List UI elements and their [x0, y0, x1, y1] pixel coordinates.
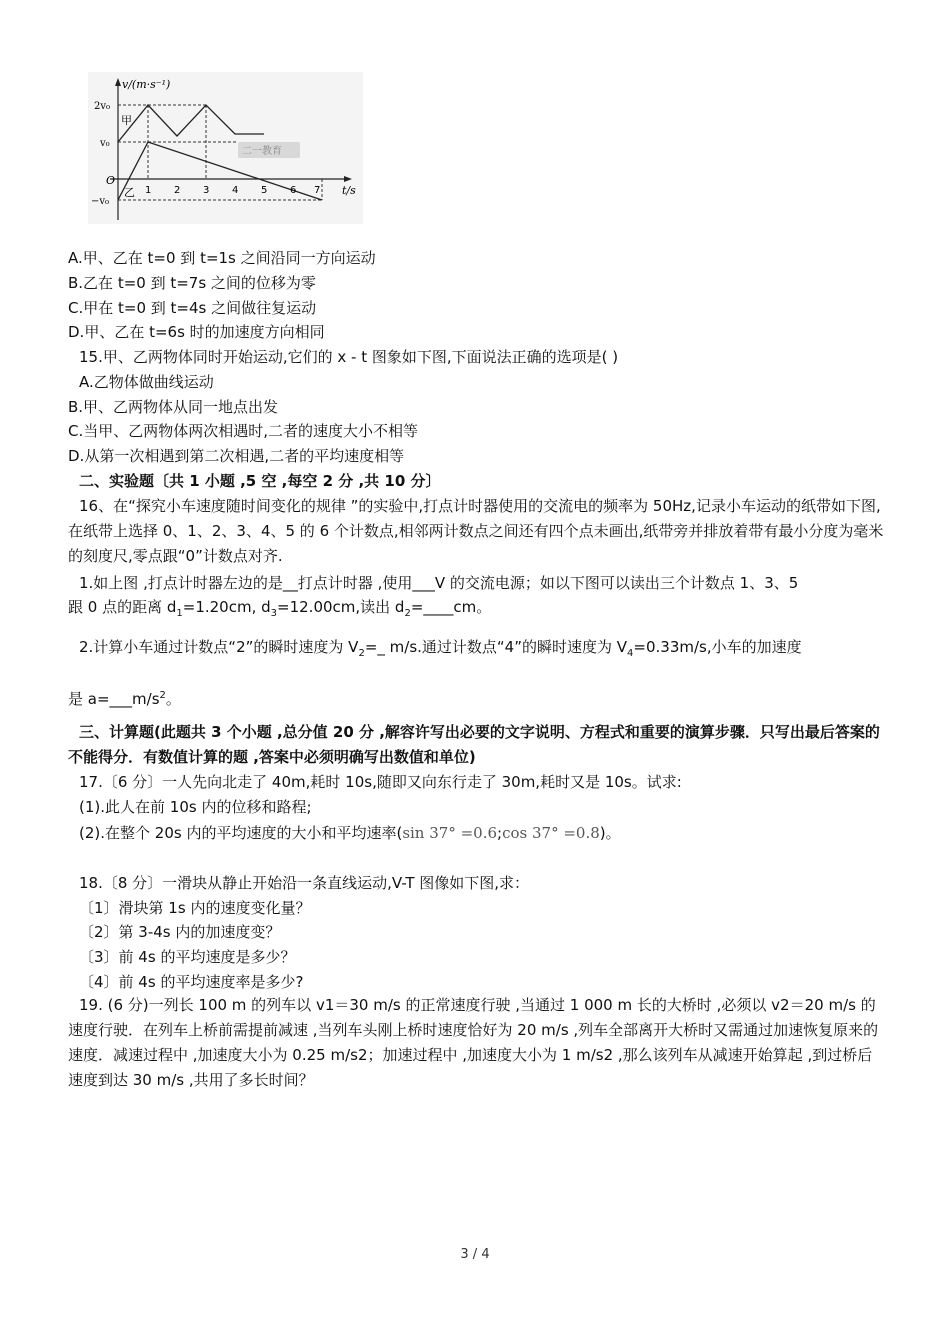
y-tick-neg-v0: −v₀ [91, 196, 110, 207]
x-axis-label: t/s [342, 184, 356, 197]
x-tick-4: 4 [232, 185, 239, 196]
q16-part1-line2: 跟 0 点的距离 $d_1=1.20cm$, $d_3=12.00cm$,读出 $d_2=\_\_\_\_cm$。 [68, 598, 492, 619]
q18-stem: 18.〔8 分〕一滑块从静止开始沿一条直线运动,V-T 图像如下图,求： [79, 874, 530, 892]
q14-option-a: A.甲、乙在 t=0 到 t=1s 之间沿同一方向运动 [68, 249, 376, 267]
q18-part1: 〔1〕滑块第 1s 内的速度变化量？ [79, 899, 311, 917]
x-tick-1: 1 [145, 185, 152, 196]
q18-part2: 〔2〕第 3-4s 内的加速度变？ [79, 923, 281, 941]
x-tick-7: 7 [314, 185, 321, 196]
q15-option-d: D.从第一次相遇到第二次相遇,二者的平均速度相等 [68, 447, 405, 465]
q18-part4: 〔4〕前 4s 的平均速度率是多少? [79, 973, 304, 991]
y-axis-label: v/(m·s⁻¹) [122, 78, 171, 91]
q19-stem: 19. (6 分)一列长 100 m 的列车以 v1＝30 m/s 的正常速度行驶 ,当通过 1 000 m 长的大桥时 ,必须以 v2＝20 m/s 的速度行驶．在列车上桥前需提前减速 ,当列车头刚上桥时速度恰好为 20 m/s ,列车全部离开大桥时又需通过加速恢复原来的速度．减速过程中 ,加速度大小为 0.25 m/s2；加速过程中 ,加速度大小为 1 m/s2 ,那么该列车从减速开始算起 ,到过桥后速度到达 30 m/s ,共用了多长时间？ [68, 996, 879, 1089]
y-tick-2v0: 2v₀ [94, 101, 111, 112]
label-yi: 乙 [124, 186, 135, 199]
origin-label: O [106, 174, 116, 187]
page-number: 3 / 4 [460, 1247, 490, 1262]
q15-option-a: A.乙物体做曲线运动 [79, 373, 214, 391]
q15-option-b: B.甲、乙两物体从同一地点出发 [68, 398, 279, 416]
q17-part2: (2).在整个 20s 内的平均速度的大小和平均速率(sin 37° =0.6;cos 37° =0.8)。 [79, 824, 621, 842]
x-tick-2: 2 [174, 185, 181, 196]
q15-option-c: C.当甲、乙两物体两次相遇时,二者的速度大小不相等 [68, 422, 419, 440]
q16-part2-line1: 2.计算小车通过计数点“2”的瞬时速度为 $V_2=\_$ m/s.通过计数点“4”的瞬时速度为 $V_4=0.33m/s$,小车的加速度 [79, 638, 802, 659]
q17-stem: 17.〔6 分〕一人先向北走了 40m,耗时 10s,随即又向东行走了 30m,耗时又是 10s。试求: [79, 773, 682, 791]
label-jia: 甲 [121, 114, 132, 127]
q16-part2-line2: 是 $a=\_\_\_m/s^2$。 [68, 690, 181, 708]
q14-option-d: D.甲、乙在 t=6s 时的加速度方向相同 [68, 323, 325, 341]
q18-part3: 〔3〕前 4s 的平均速度是多少？ [79, 948, 296, 966]
y-tick-v0: v₀ [100, 138, 110, 149]
section2-title: 二、实验题〔共 1 小题 ,5 空 ,每空 2 分 ,共 10 分〕 [79, 472, 441, 490]
watermark-text: 二一教育 [242, 146, 282, 157]
q17-part1: (1).此人在前 10s 内的位移和路程; [79, 798, 312, 816]
q16-part1-line1: 1.如上图 ,打点计时器左边的是__打点计时器 ,使用___V 的交流电源；如以下图可以读出三个计数点 1、3、5 [79, 574, 799, 592]
q14-option-b: B.乙在 t=0 到 t=7s 之间的位移为零 [68, 274, 316, 292]
q14-option-c: C.甲在 t=0 到 t=4s 之间做往复运动 [68, 299, 317, 317]
q16-stem: 16、在“探究小车速度随时间变化的规律 ”的实验中,打点计时器使用的交流电的频率为 50Hz,记录小车运动的纸带如下图,在纸带上选择 0、1、2、3、4、5 的 6 个计数点,相邻两计数点之间还有四个点未画出,纸带旁并排放着带有最小分度为毫米的刻度尺,零点跟“0”计数点对齐. [68, 497, 884, 565]
section3-title: 三、计算题(此题共 3 个小题 ,总分值 20 分 ,解容许写出必要的文字说明、方程式和重要的演算步骤．只写出最后答案的不能得分．有数值计算的题 ,答案中必须明确写出数值和单位) [68, 723, 880, 766]
velocity-time-graph [88, 72, 363, 224]
x-tick-5: 5 [261, 185, 268, 196]
x-tick-3: 3 [203, 185, 210, 196]
graph-background [88, 72, 363, 224]
q15-stem: 15.甲、乙两物体同时开始运动,它们的 x - t 图象如下图,下面说法正确的选项是( ) [79, 348, 619, 366]
x-tick-6: 6 [290, 185, 297, 196]
